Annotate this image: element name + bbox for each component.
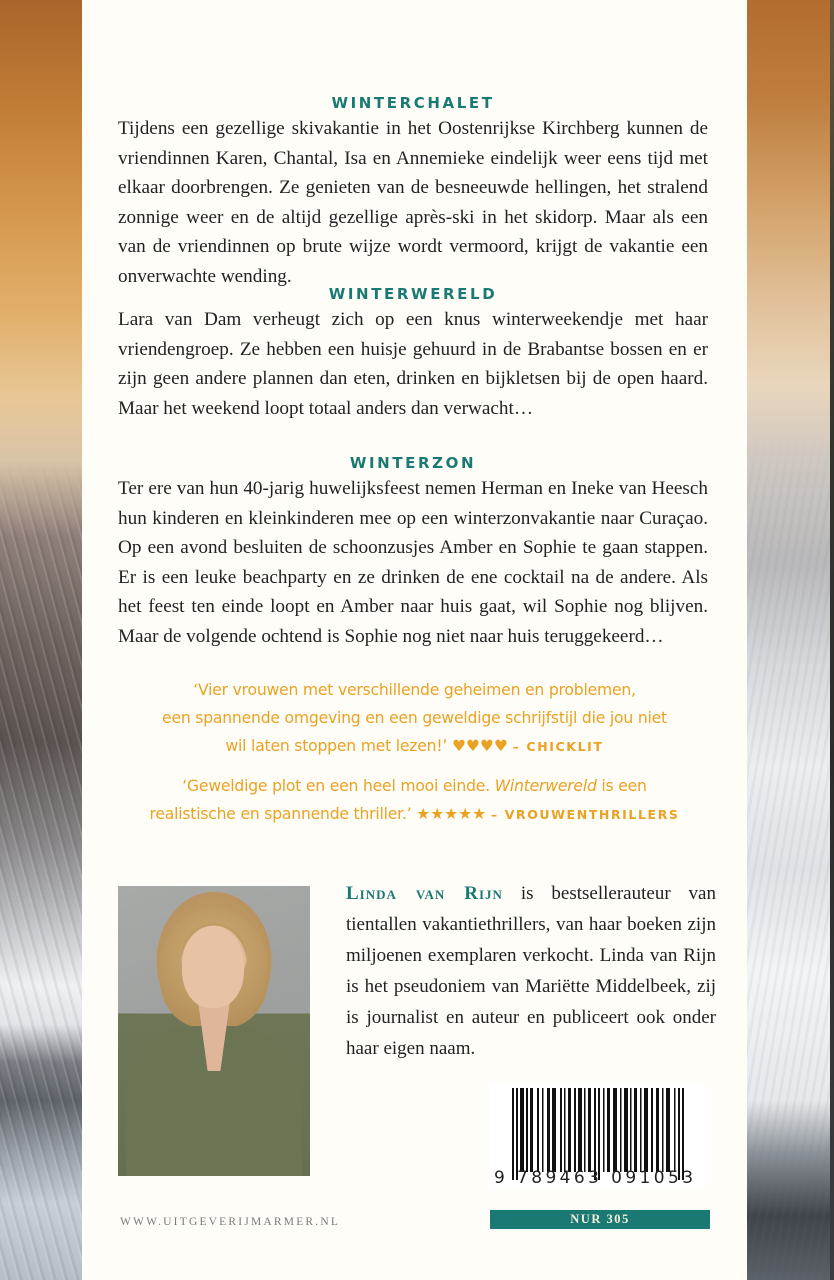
- section-body: Tijdens een gezellige skivakantie in het Oostenrijkse Kirchberg kunnen de vriendinnen Karen, Chantal, Isa en Annemieke eindelijk weer eens tijd met elkaar doorbrengen. Ze genieten van de besneeuwde hellingen, het stralend zonnige weer en de altijd gezellige après-ski in het skidorp. Maar als een van de vriendinnen op brute wijze wordt vermoord, krijgt de vakantie een onverwachte wending.: [118, 118, 708, 287]
- review-quote-vrouwenthrillers: [102, 772, 727, 829]
- author-bio-text: is bestsellerauteur van tientallen vakantiethrillers, van haar boeken zijn miljoenen exemplaren verkocht. Linda van Rijn is het pseudoniem van Mariëtte Middelbeek, zij is journalist en auteur en publiceert ook onder haar eigen naam.: [346, 883, 716, 1059]
- book-section-winterzon: [118, 452, 708, 651]
- author-photo: [118, 886, 310, 1176]
- heart-icon: ♥♥♥♥: [451, 737, 508, 755]
- book-section-winterchalet: [118, 92, 708, 291]
- quote-book-title: Winterwereld: [494, 777, 597, 795]
- quote-text: realistische en spannende thriller.’: [149, 805, 412, 823]
- author-bio: [346, 878, 716, 1064]
- quote-text: wil laten stoppen met lezen!’: [225, 737, 448, 755]
- author-face: [182, 926, 244, 1008]
- isbn-digits: 9 789463 091053: [494, 1168, 697, 1188]
- quote-text: ‘Geweldige plot en een heel mooi einde.: [182, 777, 495, 795]
- publisher-website[interactable]: WWW.UITGEVERIJMARMER.NL: [120, 1216, 341, 1228]
- review-quote-chicklit: [102, 676, 727, 761]
- star-icon: ★★★★★: [416, 805, 487, 823]
- section-title: WINTERCHALET: [331, 94, 495, 112]
- quote-text: is een: [596, 777, 647, 795]
- quote-source: – VROUWENTHRILLERS: [490, 807, 680, 822]
- back-cover-panel: [82, 0, 747, 1280]
- book-section-winterwereld: [118, 283, 708, 423]
- nur-code-bar: NUR 305: [490, 1210, 710, 1229]
- quote-source: – CHICKLIT: [512, 739, 604, 754]
- quote-text: een spannende omgeving en een geweldige schrijfstijl die jou niet: [162, 709, 667, 727]
- isbn-barcode: [490, 1084, 708, 1188]
- cover-photo-left-strip: [0, 0, 82, 1280]
- spine-edge: [830, 0, 834, 1280]
- section-body: Lara van Dam verheugt zich op een knus winterweekendje met haar vriendengroep. Ze hebben een huisje gehuurd in de Brabantse bossen en er zijn geen andere plannen dan eten, drinken en bijkletsen bij de open haard. Maar het weekend loopt totaal anders dan verwacht…: [118, 309, 708, 419]
- author-name: Linda van Rijn: [346, 883, 503, 904]
- cover-photo-right-strip: [747, 0, 830, 1280]
- section-title: WINTERWERELD: [328, 285, 498, 303]
- section-title: WINTERZON: [349, 454, 477, 472]
- section-body: Ter ere van hun 40-jarig huwelijksfeest nemen Herman en Ineke van Heesch hun kinderen en kleinkinderen mee op een winterzonvakantie naar Curaçao. Op een avond besluiten de schoonzusjes Amber en Sophie te gaan stappen. Er is een leuke beachparty en ze drinken de ene cocktail na de andere. Als het feest ten einde loopt en Amber naar huis gaat, wil Sophie nog blijven. Maar de volgende ochtend is Sophie nog niet naar huis teruggekeerd…: [118, 478, 708, 647]
- quote-text: ‘Vier vrouwen met verschillende geheimen en problemen,: [193, 681, 636, 699]
